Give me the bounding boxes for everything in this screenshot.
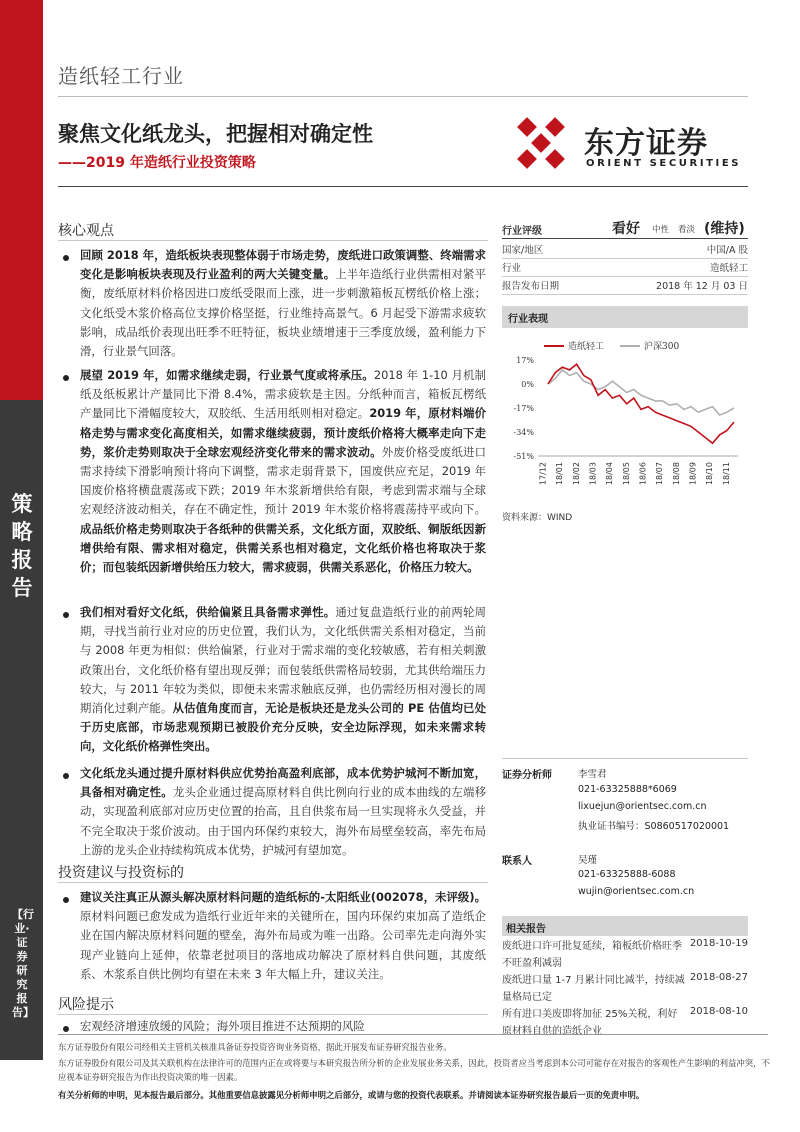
x-tick-label: 18/02 — [571, 462, 581, 486]
bullet-icon — [63, 773, 69, 779]
invest-point — [80, 888, 486, 984]
country-label: 国家/地区 — [502, 245, 544, 256]
x-tick-label: 17/12 — [538, 462, 548, 486]
logo-text-en: ORIENT SECURITIES — [586, 158, 742, 169]
x-tick-label: 18/08 — [671, 462, 681, 486]
divider — [502, 258, 748, 259]
rating-row — [502, 220, 748, 240]
rating-option-bearish: 看淡 — [678, 225, 696, 235]
performance-chart — [502, 334, 748, 500]
analyst-role: 证券分析师 — [502, 770, 552, 781]
bullet-icon — [63, 375, 69, 381]
x-tick-label: 18/03 — [588, 462, 598, 486]
y-tick-label: 0% — [521, 380, 534, 389]
core-point-1-text: 上半年造纸行业供需相对紧平衡，废纸原材料价格因进口废纸受限而上涨，进一步刺激箱板瓦楞纸价格上涨；文化纸受木浆价格高位支撑价格坚挺，行业维持高景气。6 月起受下游需求疲软影响，成品纸价表现出旺季不旺特征，板块业绩增速于三季度放缓，盈利能力下滑，行业景气回落。 — [80, 267, 486, 359]
core-point-2-bold-1: 展望 2019 年，如需求继续走弱，行业景气度或将承压。 — [80, 368, 374, 382]
bullet-icon — [63, 612, 69, 618]
y-tick-label: -51% — [513, 452, 534, 461]
risk-item: 宏观经济增速放缓的风险；海外项目推进不达预期的风险 — [80, 1019, 365, 1033]
analyst-license: 执业证书编号：S0860517020001 — [578, 821, 730, 832]
disclaimer-line-3: 有关分析师的申明，见本报告最后部分。其他重要信息披露见分析师申明之后部分，或请与您的投资代表联系。并请阅读本证券研究报告最后一页的免责申明。 — [58, 1090, 645, 1100]
country-value: 中国/A 股 — [706, 245, 748, 256]
core-point-3-text: 通过复盘造纸行业的前两轮周期，寻找当前行业对应的历史位置，我们认为，文化纸供需关系相对稳定，当前与 2008 年更为相似：供给偏紧，行业对于需求端的变化较敏感，若有相关刺激政策出台，文化纸价格有望出现反弹；而包装纸供需格局较弱，尤其供给端压力较大，与 2011 年较为类似，即便未来需求触底反弹，也仍需经历相对漫长的周期消化过剩产能。 — [80, 605, 486, 716]
bullet-icon — [63, 897, 69, 903]
x-tick-label: 18/09 — [688, 462, 698, 486]
contact-phone: 021-63325888-6088 — [578, 869, 676, 880]
divider — [502, 758, 748, 759]
contact-role: 联系人 — [502, 856, 532, 867]
divider — [502, 238, 748, 239]
core-point-3-bold-2: 从估值角度而言，无论是板块还是龙头公司的 PE 估值均已处于历史底部，市场悲观预期已被股价充分反映，安全边际浮现，如未来需求转向，文化纸价格弹性突出。 — [80, 701, 486, 754]
divider — [58, 882, 488, 883]
legend-label-index: 沪深300 — [644, 342, 680, 352]
logo-mark-icon — [512, 116, 574, 172]
x-tick-label: 18/06 — [638, 462, 648, 486]
footer-divider — [58, 1034, 768, 1035]
perf-heading-box — [502, 306, 748, 328]
related-report-date: 2018-10-19 — [689, 938, 748, 949]
related-heading: 相关报告 — [506, 924, 546, 935]
divider — [502, 276, 748, 277]
report-category-label: 【行业·证券研究报告】 — [12, 908, 34, 1019]
report-title: 聚焦文化纸龙头，把握相对确定性 — [58, 122, 373, 146]
report-subtitle: ——2019 年造纸行业投资策略 — [58, 155, 256, 171]
core-point-4 — [80, 764, 486, 860]
industry-name: 造纸轻工行业 — [58, 64, 184, 88]
bullet-icon — [63, 1026, 69, 1032]
x-tick-label: 18/07 — [655, 462, 665, 486]
report-type-label: 策略报告 — [11, 492, 33, 600]
industry-label: 行业 — [502, 263, 522, 274]
x-tick-label: 18/04 — [605, 462, 615, 486]
industry-value: 造纸轻工 — [709, 263, 748, 274]
invest-point-bold: 建议关注真正从源头解决原材料问题的造纸标的-太阳纸业(002078，未评级)。 — [80, 890, 486, 904]
divider — [58, 186, 748, 187]
chart-source: 资料来源：WIND — [502, 513, 573, 523]
rating-maintain: (维持) — [704, 221, 745, 237]
y-tick-label: -17% — [513, 404, 534, 413]
rating-info-row — [502, 242, 748, 258]
related-report-title[interactable]: 所有进口美废即将加征 25%关税，利好原材料自供的造纸企业 — [502, 1009, 678, 1037]
perf-heading: 行业表现 — [508, 314, 548, 325]
company-logo — [512, 116, 748, 172]
sidebar-red-band — [0, 0, 43, 400]
logo-text-cn: 东方证券 — [584, 126, 708, 161]
analyst-phone: 021-63325888*6069 — [578, 784, 677, 795]
core-point-2-text-2: 外废价格受废纸进口需求持续下滑影响预计将向下调整，需求走弱背景下，国废供应充足，2019 年国废价格将横盘震荡或下跌；2019 年木浆新增供给有限，考虑到需求端与全球宏观经济波动相关，存在不确定性，预计 2019 年木浆价格将震荡持平或向下。 — [80, 444, 486, 517]
core-point-3 — [80, 603, 486, 757]
y-tick-label: -34% — [513, 428, 534, 437]
disclaimer-line-1: 东方证券股份有限公司经相关主管机关核准具备证券投资咨询业务资格，据此开展发布证券研究报告业务。 — [58, 1042, 452, 1052]
divider — [502, 294, 748, 295]
series-line-industry — [548, 364, 734, 443]
core-point-4-bold: 文化纸龙头通过提升原材料供应优势抬高盈利底部，成本优势护城河不断加宽，具备相对确定性。 — [80, 766, 486, 800]
core-point-1 — [80, 246, 486, 361]
disclaimer-line-2: 东方证券股份有限公司及其关联机构在法律许可的范围内正在或将要与本研究报告所分析的企业发展业务关系，因此，投资者应当考虑到本公司可能存在对报告的客观性产生影响的利益冲突，不应视本证券研究报告为作出投资决策的唯一因素。 — [58, 1058, 770, 1082]
core-point-2 — [80, 366, 486, 577]
related-report-title[interactable]: 废纸进口许可批复延续，箱板纸价格旺季不旺盈利减弱 — [502, 941, 682, 969]
core-point-3-bold-1: 我们相对看好文化纸，供给偏紧且具备需求弹性。 — [80, 605, 336, 619]
rating-info-row — [502, 260, 748, 276]
divider — [58, 96, 748, 97]
analyst-email[interactable]: lixuejun@orientsec.com.cn — [578, 801, 707, 812]
rating-label: 行业评级 — [502, 226, 542, 237]
divider — [58, 1014, 488, 1015]
bullet-icon — [63, 255, 69, 261]
rating-option-neutral: 中性 — [652, 225, 670, 235]
related-report-title[interactable]: 废纸进口量 1-7 月累计同比减半，持续减量格局已定 — [502, 975, 685, 1003]
divider — [58, 240, 488, 241]
related-report-date: 2018-08-10 — [689, 1006, 748, 1017]
x-tick-label: 18/05 — [621, 462, 631, 486]
core-point-2-bold-2: 2019 年，原材料端价格走势与需求变化高度相关，如需求继续疲弱，预计废纸价格将大概率走向下走势，浆价走势则取决于全球宏观经济变化带来的需求波动。 — [80, 406, 486, 459]
contact-email[interactable]: wujin@orientsec.com.cn — [578, 886, 695, 897]
legend-label-industry: 造纸轻工 — [568, 342, 605, 352]
publish-date-value: 2018 年 12 月 03 日 — [656, 281, 748, 292]
left-sidebar — [0, 0, 43, 1060]
core-heading: 核心观点 — [58, 223, 114, 239]
core-point-2-text-1: 2018 年 1-10 月机制纸及纸板累计产量同比下滑 8.4%，需求疲软是主因。分纸种而言，箱板瓦楞纸产量同比下滑幅度较大，双胶纸、生活用纸则相对稳定。 — [80, 368, 487, 421]
publish-date-label: 报告发布日期 — [502, 281, 560, 292]
contact-name: 吴瑾 — [578, 855, 598, 866]
core-point-4-text: 龙头企业通过提高原材料自供比例向行业的成本曲线的左端移动，实现盈利底部对应历史位置的抬高，且自供浆布局一旦实现将永久受益，并不完全取决于浆价波动。由于国内环保约束较大，海外布局壁垒较高，率先布局上游的龙头企业持续构筑成本优势，护城河有望加宽。 — [80, 785, 486, 857]
related-heading-box — [502, 916, 748, 936]
core-point-1-bold: 回顾 2018 年，造纸板块表现整体弱于市场走势，废纸进口政策调整、终端需求变化是影响板块表现及行业盈利的两大关键变量。 — [80, 248, 486, 282]
core-point-2-bold-3: 成品纸价格走势则取决于各纸种的供需关系，文化纸方面，双胶纸、铜版纸因新增供给有限、需求相对稳定，供需关系也相对稳定，文化纸价格也将取决于浆价；而包装纸因新增供给压力较大，需求疲弱，供需关系恶化，价格压力较大。 — [80, 521, 486, 575]
rating-value: 看好 — [612, 221, 640, 237]
invest-point-text: 原材料问题已愈发成为造纸行业近年来的关键所在，国内环保约束加高了造纸企业在国内解决原材料问题的壁垒，海外布局或为唯一出路。公司率先走向海外实现产业链向上延伸，依靠老挝项目的落地成功解决了原材料自供问题，其废纸系、木浆系自供比例均有望在未来 3 年大幅上升，建议关注。 — [80, 909, 486, 981]
related-report-date: 2018-08-27 — [689, 972, 748, 983]
x-tick-label: 18/10 — [705, 462, 715, 486]
analyst-name: 李雪君 — [578, 769, 607, 780]
y-tick-label: 17% — [516, 356, 534, 365]
x-tick-label: 18/01 — [555, 462, 565, 486]
invest-heading: 投资建议与投资标的 — [58, 865, 184, 881]
rating-info-row — [502, 278, 748, 294]
risk-heading: 风险提示 — [58, 997, 114, 1013]
x-tick-label: 18/11 — [721, 462, 731, 486]
